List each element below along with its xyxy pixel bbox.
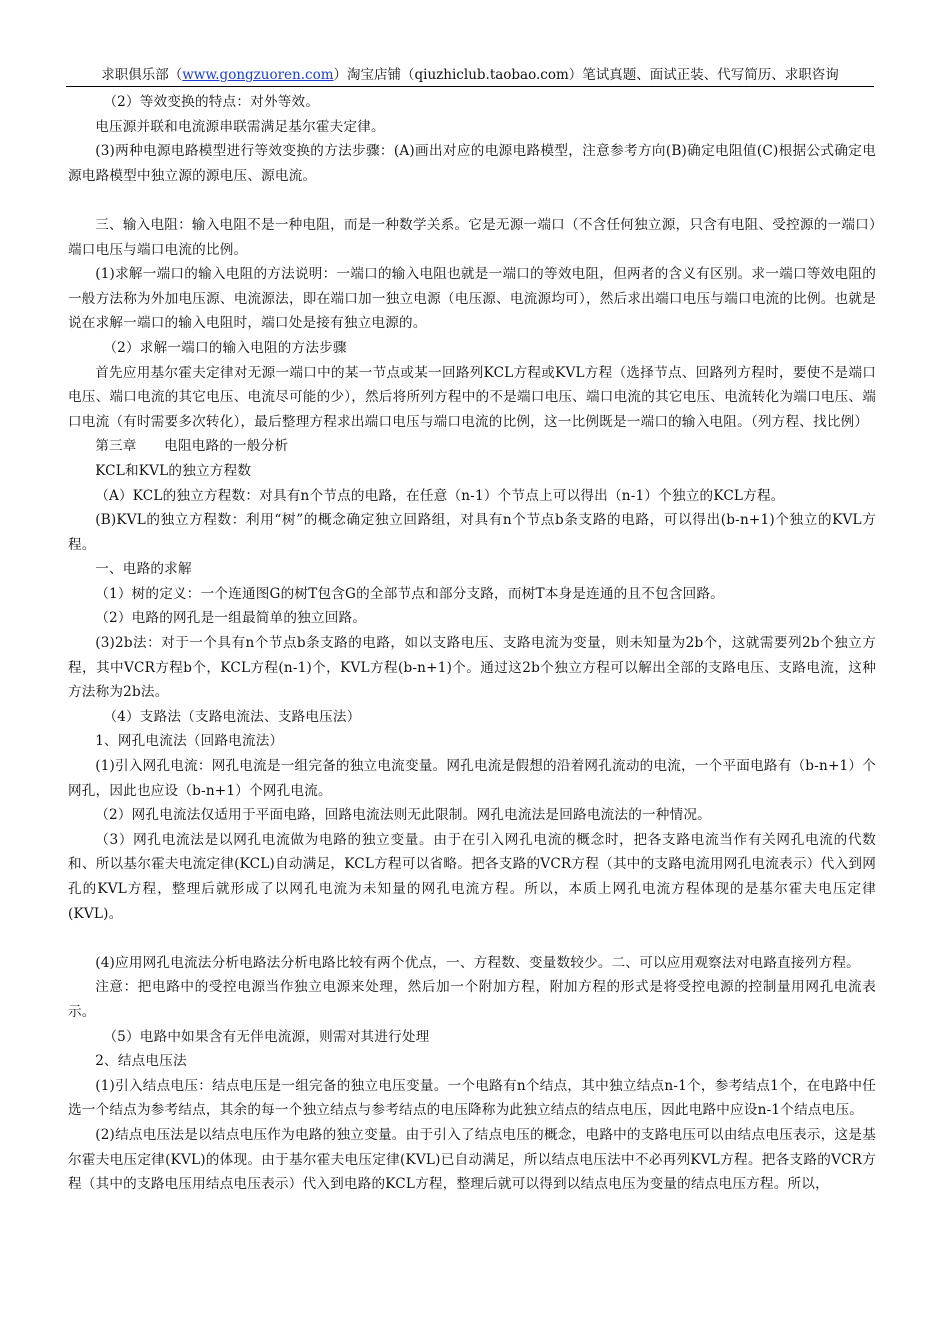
paragraph: (1)求解一端口的输入电阻的方法说明：一端口的输入电阻也就是一端口的等效电阻，但两者的含义有区别。求一端口等效电阻的一般方法称为外加电压源、电流源法，即在端口加一独立电源（电压源、电流源均可），然后求出端口电压与端口电流的比例。也就是说在求解一端口的输入电阻时，端口处是接有独立电源的。 bbox=[68, 266, 876, 332]
section-heading: 一、电路的求解 bbox=[95, 561, 192, 578]
section-heading: 2、结点电压法 bbox=[95, 1053, 187, 1070]
paragraph: (3)2b法：对于一个具有n个节点b条支路的电路，如以支路电压、支路电流为变量，则未知量为2b个，这就需要列2b个独立方程，其中VCR方程b个，KCL方程(n-1)个，KVL方程(b-n+1)个。通过这2b个独立方程可以解出全部的支路电压、支路电流，这种方法称为2b法。 bbox=[68, 635, 876, 701]
paragraph: （2）求解一端口的输入电阻的方法步骤 bbox=[103, 339, 347, 356]
paragraph: （3）网孔电流法是以网孔电流做为电路的独立变量。由于在引入网孔电流的概念时，把各支路电流当作有关网孔电流的代数和、所以基尔霍夫电流定律(KCL)自动满足，KCL方程可以省略。把各支路的VCR方程（其中的支路电流用网孔电流表示）代入到网孔的KVL方程，整理后就形成了以网孔电流为未知量的网孔电流方程。所以，本质上网孔电流方程体现的是基尔霍夫电压定律(KVL)。 bbox=[68, 831, 876, 922]
paragraph: 电压源并联和电流源串联需满足基尔霍夫定律。 bbox=[95, 118, 385, 135]
paragraph: （4）支路法（支路电流法、支路电压法） bbox=[103, 708, 361, 725]
header-suffix: ）淘宝店铺（qiuzhiclub.taobao.com）笔试真题、面试正装、代写简历、求职咨询 bbox=[333, 67, 839, 83]
paragraph: (4)应用网孔电流法分析电路法分析电路比较有两个优点，一、方程数、变量数较少。二、可以应用观察法对电路直接列方程。 bbox=[95, 954, 860, 971]
paragraph: （2）等效变换的特点：对外等效。 bbox=[103, 94, 320, 110]
header-prefix: 求职俱乐部（ bbox=[101, 67, 183, 83]
page-header bbox=[66, 64, 874, 87]
chapter-title: 第三章 电阻电路的一般分析 bbox=[95, 438, 289, 455]
section-heading: 三、输入电阻：输入电阻不是一种电阻，而是一种数学关系。它是无源一端口（不含任何独立源，只含有电阻、受控源的一端口）端口电压与端口电流的比例。 bbox=[68, 216, 876, 258]
paragraph: (1)引入结点电压：结点电压是一组完备的独立电压变量。一个电路有n个结点，其中独立结点n-1个，参考结点1个，在电路中任选一个结点为参考结点，其余的每一个独立结点与参考结点的电压降称为此独立结点的结点电压，因此电路中应设n-1个结点电压。 bbox=[68, 1077, 876, 1119]
paragraph: (B)KVL的独立方程数：利用“树”的概念确定独立回路组，对具有n个节点b条支路的电路，可以得出(b-n+1)个独立的KVL方程。 bbox=[68, 512, 876, 553]
subsection-title: KCL和KVL的独立方程数 bbox=[95, 462, 252, 479]
paragraph: （2）电路的网孔是一组最简单的独立回路。 bbox=[95, 610, 367, 627]
section-heading: 1、网孔电流法（回路电流法） bbox=[95, 733, 284, 750]
paragraph: （1）树的定义：一个连通图G的树T包含G的全部节点和部分支路，而树T本身是连通的且不包含回路。 bbox=[95, 585, 725, 602]
header-website-link[interactable]: www.gongzuoren.com bbox=[182, 67, 334, 83]
paragraph: 注意：把电路中的受控电源当作独立电源来处理，然后加一个附加方程，附加方程的形式是将受控电源的控制量用网孔电流表示。 bbox=[68, 979, 876, 1020]
paragraph: (3)两种电源电路模型进行等效变换的方法步骤：(A)画出对应的电源电路模型，注意参考方向(B)确定电阻值(C)根据公式确定电源电路模型中独立源的源电压、源电流。 bbox=[68, 143, 876, 184]
paragraph: （5）电路中如果含有无伴电流源，则需对其进行处理 bbox=[103, 1028, 430, 1045]
paragraph: 首先应用基尔霍夫定律对无源一端口中的某一节点或某一回路列KCL方程或KVL方程（选择节点、回路列方程时，要使不是端口电压、端口电流的其它电压、电流尽可能的少），然后将所列方程中的不是端口电压、端口电流的其它电压、电流转化为端口电压、端口电流（有时需要多次转化），最后整理方程求出端口电压与端口电流的比例，这一比例既是一端口的输入电阻。（列方程、找比例） bbox=[68, 364, 876, 430]
paragraph: (1)引入网孔电流：网孔电流是一组完备的独立电流变量。网孔电流是假想的沿着网孔流动的电流，一个平面电路有（b-n+1）个网孔，因此也应设（b-n+1）个网孔电流。 bbox=[68, 758, 876, 799]
paragraph: （A）KCL的独立方程数：对具有n个节点的电路，在任意（n-1）个节点上可以得出（n-1）个独立的KCL方程。 bbox=[95, 487, 785, 504]
document-body bbox=[68, 90, 876, 1197]
paragraph: (2)结点电压法是以结点电压作为电路的独立变量。由于引入了结点电压的概念，电路中的支路电压可以由结点电压表示，这是基尔霍夫电压定律(KVL)的体现。由于基尔霍夫电压定律(KVL)已自动满足，所以结点电压法中不必再列KVL方程。把各支路的VCR方程（其中的支路电压用结点电压表示）代入到电路的KCL方程，整理后就可以得到以结点电压为变量的结点电压方程。所以， bbox=[68, 1126, 876, 1193]
paragraph: （2）网孔电流法仅适用于平面电路，回路电流法则无此限制。网孔电流法是回路电流法的一种情况。 bbox=[95, 807, 711, 824]
